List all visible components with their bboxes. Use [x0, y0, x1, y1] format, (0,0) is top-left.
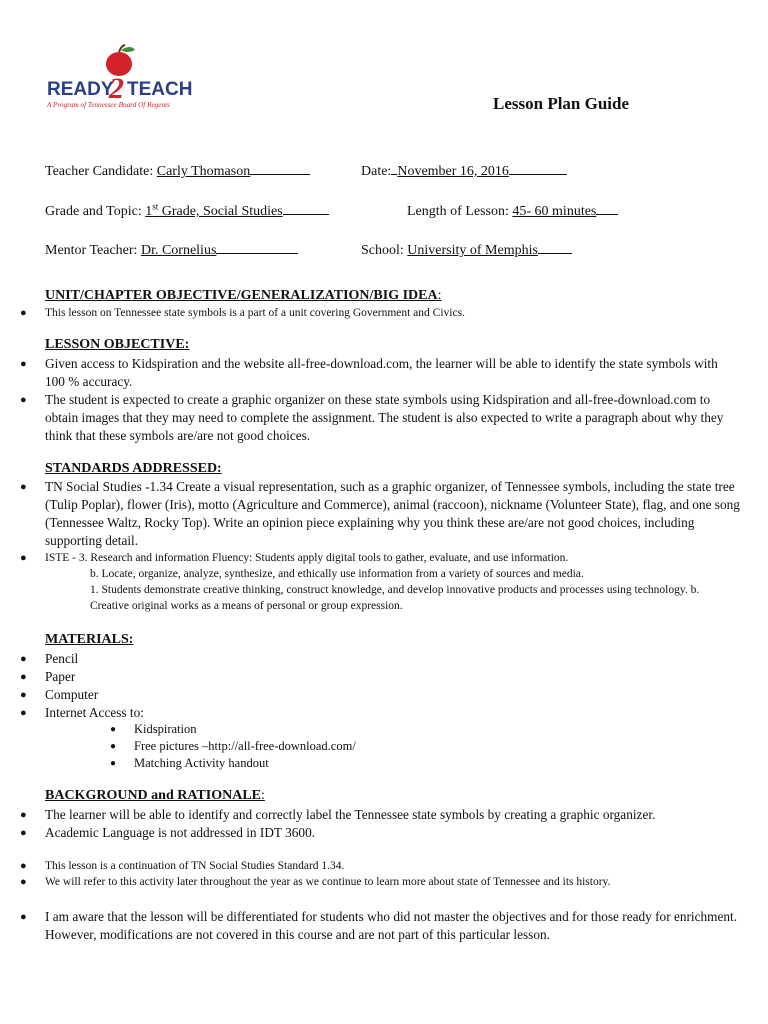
date-value: November 16, 2016 [397, 164, 509, 179]
background-list [20, 806, 740, 842]
teacher-label: Teacher Candidate: [45, 164, 154, 179]
list-item: ● Given access to Kidspiration and the website all-free-download.com, the learner will be able to identify the state symbols with 100 % accuracy. [20, 356, 718, 389]
mentor-label: Mentor Teacher: [45, 243, 138, 258]
school-label: School: [361, 243, 404, 258]
list-item: ● TN Social Studies -1.34 Create a visual representation, such as a graphic organizer, of Tennessee symbols, including the state tree (Tulip Poplar), flower (Iris), motto (Agriculture and Commerce), animal (raccoon), nickname (Volunteer State), flag, and one song (Tennessee Waltz, Rocky Top). Write an opinion piece explaining why you think these are/are not good choices, including supporting detail. [20, 479, 740, 548]
logo-text-teach: TEACH [127, 79, 193, 100]
list-item: ● We will refer to this activity later throughout the year as we continue to learn more about state of Tennessee and its history. [20, 876, 611, 888]
list-item: ● ISTE - 3. Research and information Fluency: Students apply digital tools to gather, evaluate, and use information. [20, 552, 569, 564]
list-item: ● I am aware that the lesson will be differentiated for students who did not master the objectives and for those ready for enrichment. However, modifications are not covered in this course and are not part of this particular lesson. [20, 909, 738, 942]
date-field [361, 161, 567, 180]
grade-field [45, 201, 329, 220]
logo-tagline: A Program of Tennessee Board Of Regents [47, 101, 170, 109]
school-field [361, 240, 572, 259]
grade-label: Grade and Topic: [45, 204, 142, 219]
list-item-sub: ● Free pictures –http://all-free-download.com/ [110, 739, 356, 753]
date-label: Date: [361, 164, 392, 179]
list-item: ● Academic Language is not addressed in IDT 3600. [20, 825, 316, 840]
logo-text-2: 2 [109, 72, 124, 105]
list-item-sub: b. Locate, organize, analyze, synthesize, and ethically use information from a variety of sources and media. [90, 568, 584, 580]
unit-objective-heading: UNIT/CHAPTER OBJECTIVE/GENERALIZATION/BIG IDEA: [45, 288, 442, 303]
materials-sublist [20, 721, 356, 772]
standards-heading: STANDARDS ADDRESSED: [45, 461, 222, 476]
list-item: ● Paper [20, 669, 76, 684]
length-field [407, 201, 618, 220]
list-item-sub: 1. Students demonstrate creative thinking, construct knowledge, and develop innovative products and processes using technology. b. Creative original works as a means of personal or group expression. [90, 584, 700, 612]
standards-list [20, 478, 740, 550]
teacher-field [45, 161, 310, 180]
list-item: ● The student is expected to create a graphic organizer on these state symbols using Kidspiration and all-free-download.com to obtain images that they may need to complete the assignment. The student is also expected to write a paragraph about why they think that these symbols are/are not good choices. [20, 392, 724, 443]
list-item: ● The learner will be able to identify and correctly label the Tennessee state symbols by creating a graphic organizer. [20, 807, 656, 822]
background-list-small [20, 858, 740, 890]
length-label: Length of Lesson: [407, 204, 509, 219]
background-list-final [20, 908, 740, 944]
list-item-sub: ● Kidspiration [110, 722, 197, 736]
standards-list-iste [20, 550, 740, 614]
ready2teach-logo [45, 42, 195, 117]
materials-heading: MATERIALS: [45, 632, 134, 647]
logo-text-ready: READY [47, 79, 114, 100]
list-item: ● Pencil [20, 651, 79, 666]
list-item: ● This lesson on Tennessee state symbols is a part of a unit covering Government and Civics. [20, 307, 465, 319]
grade-value: 1st Grade, Social Studies [145, 201, 283, 219]
list-item-sub: ● Matching Activity handout [110, 756, 269, 770]
background-heading: BACKGROUND and RATIONALE: [45, 788, 265, 803]
lesson-objective-list [20, 355, 740, 445]
school-value: University of Memphis [407, 243, 538, 258]
list-item: ● Internet Access to: [20, 705, 144, 720]
materials-list [20, 650, 740, 722]
lesson-objective-heading: LESSON OBJECTIVE: [45, 337, 190, 352]
list-item: ● Computer [20, 687, 99, 702]
page-title: Lesson Plan Guide [493, 94, 630, 113]
unit-objective-list [20, 305, 740, 321]
length-value: 45- 60 minutes [512, 204, 597, 219]
list-item: ● This lesson is a continuation of TN Social Studies Standard 1.34. [20, 860, 345, 872]
mentor-value: Dr. Cornelius [140, 243, 217, 258]
mentor-field [45, 240, 298, 259]
teacher-value: Carly Thomason [156, 164, 251, 179]
